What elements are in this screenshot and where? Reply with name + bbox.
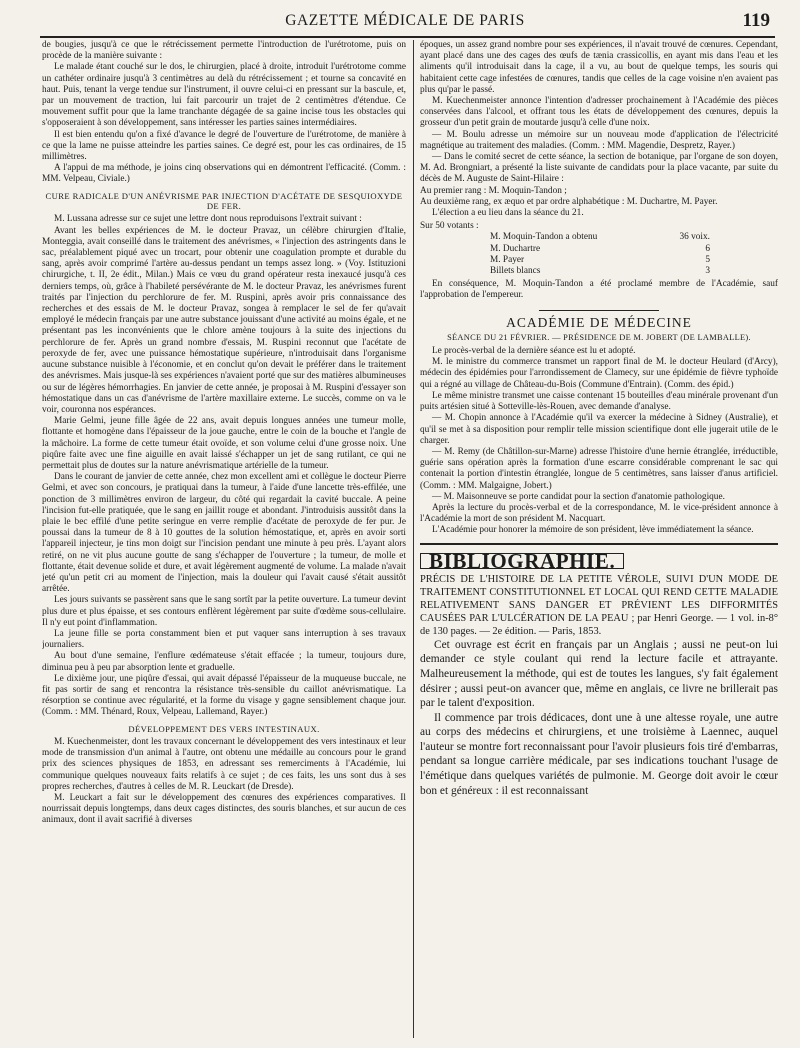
vote-name: M. Duchartre (490, 243, 541, 254)
paragraph: époques, un assez grand nombre pour ses expériences, il n'avait trouvé de cœnures. Cependant, ayant placé dans une des cages des œufs de tænia crassicollis, en ayant mis dans l'eau et les aliments qu'il introduisait dans la cage, il a vu, au bout de quelque temps, les souris qui habitaient cette cage infestées de cœnures, tandis que celles de la cage voisine n'en avaient pas plus qu'par le passé. (420, 40, 778, 95)
paragraph: Il est bien entendu qu'on a fixé d'avance le degré de l'ouverture de l'urétrotome, de manière à ce que la lame ne puisse atteindre les parties saines. Ce degré est, pour les cas ordinaires, de 15 millimètres. (42, 129, 406, 163)
paragraph: Il commence par trois dédicaces, dont une à une altesse royale, une autre au corps des médecins et chirurgiens, et une troisième à Laennec, auquel l'auteur se montre fort reconnaissant pour l'avoir plusieurs fois tiré d'embarras, pendant sa longue carrière médicale, par ses indications touchant l'usage de l'émétique dans quelques variétés de pulmonie. M. George doit avoir le cœur bon et généreux : il est reconnaissant (420, 711, 778, 797)
vote-row (490, 255, 710, 266)
paragraph: Avant les belles expériences de M. le docteur Pravaz, un célèbre chirurgien d'Italie, Monteggia, avait conseillé dans le traitement des anévrismes, « l'injection des astringents dans le sac, préalablement piqué avec un trocart, pour obtenir une coagulation prompte et durable du sang, après avoir comprimé l'artère au-dessus pendant un temps assez long. » (Voy. Istituzioni chirurgiche, t. II, 2e édit., Milan.) Mais ce vœu du grand opérateur resta inexaucé jusqu'à ces derniers temps, où, grâce à l'habileté persévérante de M. le docteur Pravaz, les anévrismes furent traités par l'injection du perchlorure de fer. M. Ruspini, après avoir pris connaissance des recherches et des essais de M. le docteur Pravaz, songea à remplacer le sel de fer qu'avait employé le médecin français par une autre substance jouissant d'une activité au moins égale, et ne présentant pas les inconvénients que le chlore amène toujours à la suite des injections du perchlorure de fer. Après un grand nombre d'essais, M. Ruspini reconnut que l'acétate de peroxyde de fer, avec une puissance hémostatique supérieure, n'introduisait dans l'organisme aucune substance nuisible à l'économie, et en conclut qu'on devait le préférer dans le traitement des anévrismes. Mais jusque-là ses expériences n'avaient porté que sur des matières albumineuses ou sur de légères hémorrhagies. En janvier de cette année, je proposai à M. Ruspini d'essayer son hémostatique dans un cas d'anévrisme de l'artère maxillaire externe. Le succès, comme on va le voir, couronna nos espérances. (42, 225, 406, 415)
paragraph: M. le ministre du commerce transmet un rapport final de M. le docteur Heulard (d'Arcy), médecin des épidémies pour l'arrondissement de Clamecy, sur une épidémie de fièvre typhoïde qui a régné au village de Château-du-Bois (Commune d'Entrain). (Comm. des épid.) (420, 357, 778, 390)
vote-name: Billets blancs (490, 266, 541, 277)
paragraph: Marie Gelmi, jeune fille âgée de 22 ans, avait depuis longues années une tumeur molle, flottante et homogène dans l'épaisseur de la joue gauche, entre le coin de la bouche et l'angle de la mâchoire. La forme de cette tumeur était ovoïde, et son volume celui d'une grosse noix. Une piqûre faite avec une fine aiguille en avait laissé s'échapper un jet de sang rutilant, ce qui ne permettait plus de doutes sur la nature anévrismatique artérielle de la tumeur. (42, 416, 406, 471)
vote-count: 6 (705, 243, 710, 254)
paragraph: — M. Boulu adresse un mémoire sur un nouveau mode d'application de l'électricité magnétique au traitement des maladies. (Comm. : MM. Magendie, Despretz, Rayer.) (420, 129, 778, 151)
bibliography-body (420, 638, 778, 799)
paragraph: M. Lussana adresse sur ce sujet une lettre dont nous reproduisons l'extrait suivant : (54, 214, 362, 225)
paragraph: Au bout d'une semaine, l'enflure œdémateuse s'était effacée ; la tumeur, toujours dure, diminua peu à peu par absorption lente et graduelle. (42, 651, 406, 673)
right-column (420, 40, 778, 1040)
vote-count: 36 voix. (679, 232, 710, 243)
bibliography-heading: BIBLIOGRAPHIE. (420, 553, 624, 569)
paragraph: M. Kuechenmeister annonce l'intention d'adresser prochainement à l'Académie des pièces conservées dans l'alcool, et offrant tous les états de développement des cœnures, depuis la grosseur d'un petit grain de moutarde jusqu'à celle d'une noix. (420, 96, 778, 129)
vote-table (490, 232, 710, 277)
paragraph: Le procès-verbal de la dernière séance est lu et adopté. (432, 346, 636, 357)
page-number: 119 (742, 10, 770, 31)
paragraph: — M. Maisonneuve se porte candidat pour la section d'anatomie pathologique. (432, 491, 725, 502)
column-divider (413, 40, 414, 1038)
paragraph: — Dans le comité secret de cette séance, la section de botanique, par l'organe de son doyen, M. Ad. Brongniart, a présenté la liste suivante de candidats pour la place vacante, par suite du décès de M. Auguste de Saint-Hilaire : (420, 152, 778, 185)
paragraph: Après la lecture du procès-verbal et de la correspondance, M. le vice-président annonce à l'Académie la mort de son président M. Nacquart. (420, 502, 778, 525)
paragraph: Le même ministre transmet une caisse contenant 15 bouteilles d'eau minérale provenant d'un puits artésien situé à Sotteville-lès-Rouen, avec demande d'analyse. (420, 390, 778, 413)
section-heading-worms: DÉVELOPPEMENT DES VERS INTESTINAUX. (128, 723, 320, 734)
paragraph: Cet ouvrage est écrit en français par un Anglais ; aussi ne peut-on lui demander ce style coulant qui rend la lecture facile et attrayante. Malheureusement la méthode, qui est de toutes les langues, s'y fait également désirer ; aussi peut-on avancer que, même en anglais, ce livre ne brillerait pas par le talent d'exposition. (420, 638, 778, 710)
paragraph: L'élection a eu lieu dans la séance du 21. (432, 208, 584, 219)
paragraph: L'Académie pour honorer la mémoire de son président, lève immédiatement la séance. (432, 525, 754, 536)
header-rule (40, 36, 775, 38)
paragraph: M. Leuckart a fait sur le développement des cœnures des expériences comparatives. Il nourrissait depuis longtemps, dans deux cages distinctes, des souris blanches, et sur aucun de ces animaux, dont il avait sacrifié à diverses (42, 793, 406, 826)
paragraph: En conséquence, M. Moquin-Tandon a été proclamé membre de l'Académie, sauf l'approbation de l'empereur. (420, 279, 778, 301)
academy-heading: ACADÉMIE DE MÉDECINE (506, 314, 692, 330)
paragraph: Le dixième jour, une piqûre d'essai, qui avait dépassé l'épaisseur de la muqueuse buccale, ne fit pas sortir de sang et rencontra la résistance très-sensible du caillot anévrismatique. La résorption se continue avec régularité, et la forme du visage y gagne sensiblement chaque jour. (Comm. : MM. Thénard, Roux, Velpeau, Lallemand, Rayer.) (42, 673, 406, 718)
book-reference: PRÉCIS DE L'HISTOIRE DE LA PETITE VÉROLE, SUIVI D'UN MODE DE TRAITEMENT CONSTITUTIONNEL ET LOCAL QUI REND CETTE MALADIE RELATIVEMENT SANS DANGER ET PRÉVIENT LES DIFFORMITÉS CAUSÉES PAR L'ULCÉRATION DE LA PEAU ; par Henri George. — 1 vol. in-8° de 130 pages. — 2e édition. — Paris, 1853. (420, 573, 778, 637)
paragraph: Au premier rang : M. Moquin-Tandon ; (420, 185, 567, 196)
paragraph: La jeune fille se porta constamment bien et put vaquer sans interruption à ses travaux journaliers. (42, 628, 406, 651)
paragraph: Dans le courant de janvier de cette année, chez mon excellent ami et collègue le docteur Pierre Gelmi, et avec son concours, je pratiquai dans la tumeur, à l'aide d'une lancette très-effilée, une ponction de 3 millimètres environ de largeur, du côté qui regardait la cavité buccale. A peine l'incision fut-elle pratiquée, que le sang en jaillit rouge et abondant. J'introduisis aussitôt dans la plaie le bec effilé d'une petite seringue en verre remplie d'acétate de peroxyde de fer pur. Je poussai dans la tumeur de 8 à 10 gouttes de la solution hémostatique, et, après en avoir sorti l'appareil injecteur, je tins mon doigt sur l'incision pendant une minute à peu près. L'ayant alors retiré, on ne vit plus aucune goutte de sang s'échapper de l'ouverture ; la tumeur, de molle et flottante, était devenue solide et dure, et avait légèrement augmenté de volume. La malade n'avait jeté qu'un petit cri au moment de l'injection, mais la douleur qui l'avait causé s'était aussitôt arrêtée. (42, 472, 406, 595)
paragraph: M. Kuechenmeister, dont les travaux concernant le développement des vers intestinaux et leur mode de transmission d'un animal à l'autre, ont obtenu une médaille au concours pour le grand prix des sciences physiques de 1853, en adressant ses remerciments à l'Académie, lui communique quelques nouveaux faits relatifs à ce sujet ; de ces faits, les uns sont dus à ses propres recherches, d'autres à celles de M. R. Leuckart (de Dresde). (42, 737, 406, 792)
paragraph: de bougies, jusqu'à ce que le rétrécissement permette l'introduction de l'urétrotome, puis on procède de la manière suivante : (42, 40, 406, 62)
paragraph: Les jours suivants se passèrent sans que le sang sortît par la petite ouverture. La tumeur devint plus dure et plus épaisse, et ses contours enflèrent légèrement par suite d'œdème sous-cellulaire. Il n'y eut point d'inflammation. (42, 595, 406, 628)
paragraph: — M. Remy (de Châtillon-sur-Marne) adresse l'histoire d'une hernie étranglée, irréductible, guérie sans opération après la formation d'une escarre considérable comprenant le sac qui contenait la portion d'intestin étranglée, longue de 5 centimètres, sans laisser d'anus artificiel. (Comm. : MM. Malgaigne, Jobert.) (420, 446, 778, 491)
paragraph: Le malade étant couché sur le dos, le chirurgien, placé à droite, introduit l'urétrotome comme un cathéter ordinaire jusqu'à 3 centimètres au delà du rétrécissement ; et tourne sa concavité en haut. Puis, tenant la verge tendue sur l'instrument, il ouvre celui-ci en pressant sur la bascule, et, par un mouvement de traction, lui fait parcourir un trajet de 2 centimètres d'étendue. Ce mouvement suffit pour que la lame tranchante dégagée de sa gaine incise tous les obstacles qui s'opposeraient à son développement, sans intéresser les parties saines intermédiaires. (42, 62, 406, 129)
paragraph: Au deuxième rang, ex æquo et par ordre alphabétique : M. Duchartre, M. Payer. (420, 196, 718, 207)
vote-row (490, 266, 710, 277)
vote-name: M. Moquin-Tandon a obtenu (490, 232, 598, 243)
left-column (42, 40, 406, 1040)
paragraph: A l'appui de ma méthode, je joins cinq observations qui en démontrent l'efficacité. (Comm. : MM. Velpeau, Civiale.) (42, 163, 406, 185)
paragraph: — M. Chopin annonce à l'Académie qu'il va exercer la médecine à Sidney (Australie), et qu'il se met à sa disposition pour remplir telle mission scientifique dont elle jugerait utile de le charger. (420, 413, 778, 446)
vote-intro: Sur 50 votants : (420, 221, 479, 232)
vote-row (490, 244, 710, 255)
vote-name: M. Payer (490, 254, 525, 265)
vote-row (490, 232, 710, 243)
vote-count: 3 (705, 266, 710, 277)
session-line: SÉANCE DU 21 FÉVRIER. — PRÉSIDENCE DE M. JOBERT (DE LAMBALLE). (447, 332, 751, 342)
section-rule (420, 543, 778, 545)
section-rule (539, 310, 659, 311)
page-header (40, 12, 770, 32)
section-heading-aneurysm: CURE RADICALE D'UN ANÉVRISME PAR INJECTION D'ACÉTATE DE SESQUIOXYDE DE FER. (45, 190, 403, 212)
journal-title: GAZETTE MÉDICALE DE PARIS (285, 12, 525, 29)
vote-count: 5 (705, 254, 710, 265)
